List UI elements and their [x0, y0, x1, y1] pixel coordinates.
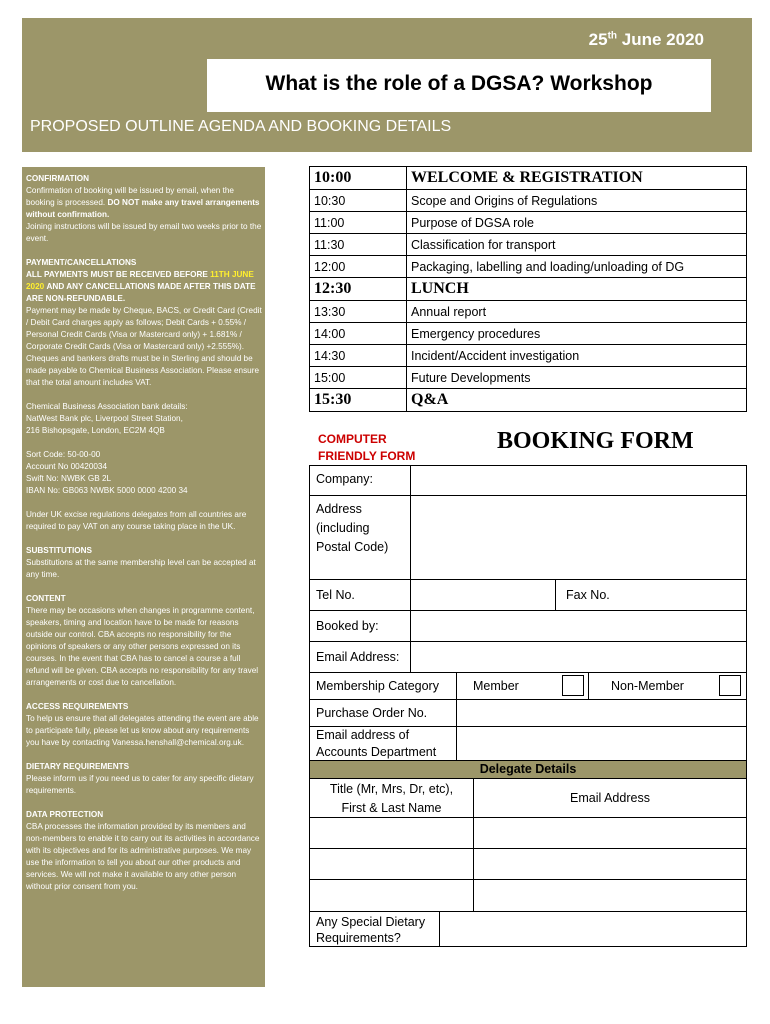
agenda-time: 10:00: [310, 167, 407, 190]
delegate-name-column-header: Title (Mr, Mrs, Dr, etc), First & Last Name: [309, 778, 474, 818]
agenda-item: Annual report: [407, 301, 747, 323]
agenda-row: [310, 278, 747, 301]
dietary-label: Any Special Dietary Requirements?: [309, 911, 440, 947]
agenda-time: 14:30: [310, 345, 407, 367]
bank-line-2: NatWest Bank plc, Liverpool Street Station,: [26, 414, 183, 423]
agenda-time: 13:30: [310, 301, 407, 323]
delegate-2-name-input[interactable]: [309, 848, 474, 880]
delegate-3-email-input[interactable]: [473, 879, 747, 912]
tel-input[interactable]: [410, 579, 556, 611]
payment-heading: PAYMENT/CANCELLATIONS: [26, 258, 137, 267]
delegate-3-name-input[interactable]: [309, 879, 474, 912]
agenda-row: [310, 323, 747, 345]
fax-label[interactable]: Fax No.: [555, 579, 747, 611]
agenda-time: 10:30: [310, 190, 407, 212]
agenda-item: Classification for transport: [407, 234, 747, 256]
header-band: [22, 18, 752, 152]
access-heading: ACCESS REQUIREMENTS: [26, 702, 129, 711]
bank-line-3: 216 Bishopsgate, London, EC2M 4QB: [26, 426, 165, 435]
agenda-row: [310, 234, 747, 256]
event-date: 25th June 2020: [588, 30, 704, 49]
membership-label: Membership Category: [309, 672, 457, 700]
delegate-2-email-input[interactable]: [473, 848, 747, 880]
non-member-checkbox[interactable]: [719, 675, 741, 696]
agenda-time: 12:30: [310, 278, 407, 301]
agenda-item: Emergency procedures: [407, 323, 747, 345]
content-heading: CONTENT: [26, 594, 66, 603]
agenda-item: Packaging, labelling and loading/unloading of DG: [407, 256, 747, 278]
company-label: Company:: [309, 465, 411, 496]
access-text: To help us ensure that all delegates attending the event are able to participate fully, please let us know about any requirements you have by contacting Vanessa.henshall@chemical.org.uk.: [26, 714, 259, 747]
agenda-time: 15:00: [310, 367, 407, 389]
data-protection-text: CBA processes the information provided by its members and non-members to enable it to carry out its activities in accordance with its objectives and for its administrative purposes. We may use the information to tell you about our other products and services. We will not make it available to any other person without prior consent from you.: [26, 822, 260, 891]
address-label: Address (including Postal Code): [309, 495, 411, 580]
dietary-input[interactable]: [439, 911, 747, 947]
agenda-item: Q&A: [407, 389, 747, 412]
page-subtitle: PROPOSED OUTLINE AGENDA AND BOOKING DETAILS: [30, 118, 452, 135]
iban-number: IBAN No: GB063 NWBK 5000 0000 4200 34: [26, 486, 188, 495]
member-checkbox[interactable]: [562, 675, 584, 696]
address-input[interactable]: [410, 495, 747, 580]
terms-sidebar: [22, 167, 265, 987]
agenda-time: 15:30: [310, 389, 407, 412]
email-label: Email Address:: [309, 641, 411, 673]
agenda-row: [310, 256, 747, 278]
company-input[interactable]: [410, 465, 747, 496]
purchase-order-label: Purchase Order No.: [309, 699, 457, 727]
purchase-order-input[interactable]: [456, 699, 747, 727]
sort-code: Sort Code: 50-00-00: [26, 450, 101, 459]
accounts-email-label: Email address of Accounts Department: [309, 726, 457, 761]
page-title: What is the role of a DGSA? Workshop: [265, 72, 653, 95]
delegate-1-email-input[interactable]: [473, 817, 747, 849]
email-input[interactable]: [410, 641, 747, 673]
bank-line-1: Chemical Business Association bank details:: [26, 402, 188, 411]
dietary-text: Please inform us if you need us to cater for any specific dietary requirements.: [26, 774, 254, 795]
payment-deadline: ALL PAYMENTS MUST BE RECEIVED BEFORE 11TH JUNE 2020 AND ANY CANCELLATIONS MADE AFTER THIS DATE ARE NON-REFUNDABLE.: [26, 270, 256, 303]
agenda-item: Incident/Accident investigation: [407, 345, 747, 367]
agenda-time: 12:00: [310, 256, 407, 278]
computer-friendly-label: COMPUTER FRIENDLY FORM: [318, 432, 416, 463]
agenda-time: 14:00: [310, 323, 407, 345]
booking-form-title: BOOKING FORM: [497, 428, 694, 454]
agenda-row: [310, 389, 747, 412]
confirmation-heading: CONFIRMATION: [26, 174, 90, 183]
agenda-row: [310, 345, 747, 367]
substitutions-text: Substitutions at the same membership level can be accepted at any time.: [26, 558, 256, 579]
vat-note: Under UK excise regulations delegates from all countries are required to pay VAT on any course taking place in the UK.: [26, 510, 247, 531]
delegate-details-header: Delegate Details: [309, 760, 747, 779]
agenda-row: [310, 167, 747, 190]
booked-by-input[interactable]: [410, 610, 747, 642]
data-protection-heading: DATA PROTECTION: [26, 810, 104, 819]
accounts-email-input[interactable]: [456, 726, 747, 761]
agenda-time: 11:00: [310, 212, 407, 234]
member-option-label: Member: [456, 672, 589, 700]
tel-label: Tel No.: [309, 579, 411, 611]
substitutions-heading: SUBSTITUTIONS: [26, 546, 92, 555]
delegate-email-column-header: Email Address: [473, 778, 747, 818]
agenda-row: [310, 367, 747, 389]
agenda-row: [310, 190, 747, 212]
agenda-item: Future Developments: [407, 367, 747, 389]
agenda-table: [309, 166, 747, 412]
confirmation-text: Confirmation of booking will be issued by email, when the booking is processed. DO NOT make any travel arrangements without confirmation.: [26, 186, 260, 219]
booked-by-label: Booked by:: [309, 610, 411, 642]
agenda-time: 11:30: [310, 234, 407, 256]
delegate-1-name-input[interactable]: [309, 817, 474, 849]
swift-number: Swift No: NWBK GB 2L: [26, 474, 112, 483]
agenda-item: Scope and Origins of Regulations: [407, 190, 747, 212]
agenda-item: Purpose of DGSA role: [407, 212, 747, 234]
content-text: There may be occasions when changes in programme content, speakers, timing and location have to be made for reasons outside our control. CBA accepts no responsibility for the opinions of speakers or any other persons expressed on its courses. In the event that CBA has to cancel a course a full refund will be given. CBA accepts no responsibility for any travel arrangements or cost due to cancellation.: [26, 606, 259, 687]
payment-text: Payment may be made by Cheque, BACS, or Credit Card (Credit / Debit Card charges apply as follows; Debit Cards + 0.55% / Personal Credit Cards (Visa or Mastercard only) + 1.681% / Corporate Credit Cards (Visa or Mastercard only) +2.555%). Cheques and bankers drafts must be in Sterling and should be made payable to Chemical Business Association. Please ensure that the total amount includes VAT.: [26, 306, 262, 387]
agenda-row: [310, 212, 747, 234]
agenda-item: LUNCH: [407, 278, 747, 301]
account-number: Account No 00420034: [26, 462, 108, 471]
non-member-option-label: Non-Member: [588, 672, 747, 700]
dietary-heading: DIETARY REQUIREMENTS: [26, 762, 130, 771]
title-box: [207, 59, 711, 112]
agenda-item: WELCOME & REGISTRATION: [407, 167, 747, 190]
joining-text: Joining instructions will be issued by email two weeks prior to the event.: [26, 222, 262, 243]
agenda-row: [310, 301, 747, 323]
